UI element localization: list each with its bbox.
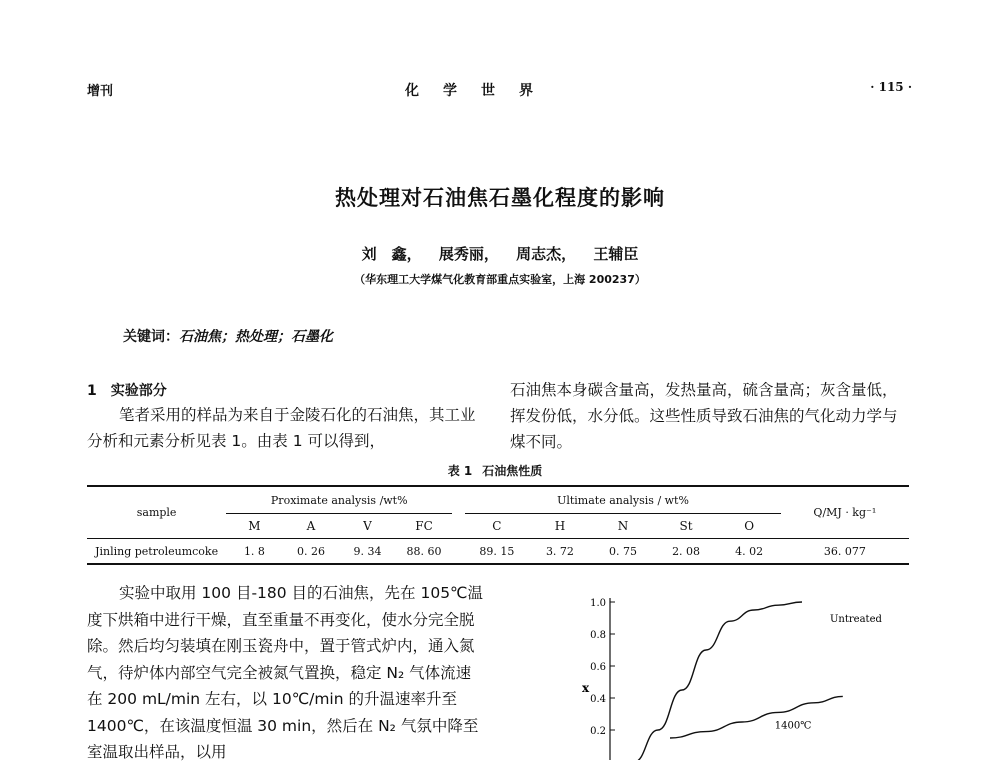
author: 刘 鑫， <box>361 245 422 263</box>
proximate-header: Proximate analysis /wt% <box>226 486 452 514</box>
y-axis-label: x <box>582 681 590 695</box>
table-caption-number: 表 1 <box>447 464 473 478</box>
col-header: V <box>363 519 372 533</box>
table-cell: 2. 08 <box>655 539 718 565</box>
col-header: FC <box>415 519 433 533</box>
table-row <box>87 539 909 565</box>
cell-sample: Jinling petroleumcoke <box>87 539 226 565</box>
y-tick-label: 1.0 <box>590 598 606 609</box>
paragraph-left: 笔者采用的样品为来自于金陵石化的石油焦，其工业分析和元素分析见表 1。由表 1 可以得到， <box>87 406 476 450</box>
table-caption <box>0 462 1000 479</box>
table-cell: 89. 15 <box>465 539 528 565</box>
author: 王辅臣 <box>593 245 639 263</box>
y-tick-label: 0.2 <box>590 726 606 737</box>
keywords-label: 关键词： <box>123 329 179 345</box>
keywords-value: 石油焦；热处理；石墨化 <box>179 329 333 345</box>
running-header-left: 增刊 <box>87 84 114 99</box>
author: 周志杰， <box>516 245 577 263</box>
col-header: H <box>554 519 566 533</box>
journal-name: 化学世界 <box>405 83 557 99</box>
author-list <box>0 243 1000 264</box>
article-title: 热处理对石油焦石墨化程度的影响 <box>335 186 665 210</box>
ultimate-header: Ultimate analysis / wt% <box>465 486 780 514</box>
y-tick-label: 0.8 <box>590 630 606 641</box>
author: 展秀丽， <box>438 245 499 263</box>
paragraph-lower: 实验中取用 100 目-180 目的石油焦，先在 105℃温度下烘箱中进行干燥，直至重量不再变化，使水分完全脱除。然后均匀装填在刚玉瓷舟中，置于管式炉内，通入氮气，待炉体内部空气完全被氮气置换，稳定 N₂ 气体流速在 200 mL/min 左右，以 10℃/min 的升温速率升至 1400℃，在该温度恒温 30 min，然后在 N₂ 气氛中降至室温取出样品，以用 <box>87 584 483 761</box>
affiliation: （华东理工大学煤气化教育部重点实验室，上海 200237） <box>354 273 646 286</box>
series-label: 1400℃ <box>774 720 812 732</box>
table-cell: 3. 72 <box>528 539 591 565</box>
section-heading: 1 实验部分 <box>87 383 167 399</box>
table-cell: 36. 077 <box>781 539 909 565</box>
series-line-0 <box>634 602 802 760</box>
y-tick-label: 0.4 <box>590 694 606 705</box>
col-header: C <box>492 519 502 533</box>
table-cell: 0. 26 <box>283 539 340 565</box>
y-tick-label: 0.6 <box>590 662 606 673</box>
conversion-chart <box>560 590 900 760</box>
col-header: A <box>306 519 316 533</box>
table-cell: 4. 02 <box>718 539 781 565</box>
paragraph-right: 石油焦本身碳含量高，发热量高，硫含量高；灰含量低，挥发份低，水分低。这些性质导致石油焦的气化动力学与煤不同。 <box>510 381 898 451</box>
series-line-1 <box>670 696 843 738</box>
col-header: M <box>248 519 261 533</box>
series-label: Untreated <box>830 614 882 625</box>
properties-table <box>87 485 909 565</box>
table-cell: 1. 8 <box>226 539 283 565</box>
keywords <box>123 326 333 346</box>
table-caption-text: 石油焦性质 <box>482 464 543 478</box>
col-header: O <box>744 519 755 533</box>
col-header: N <box>617 519 629 533</box>
page-number: · 115 · <box>870 80 912 94</box>
table-cell: 88. 60 <box>396 539 453 565</box>
sample-header: sample <box>136 506 177 519</box>
q-header: Q/MJ · kg⁻¹ <box>813 506 877 519</box>
table-cell: 9. 34 <box>339 539 396 565</box>
col-header: St <box>679 519 693 533</box>
table-cell: 0. 75 <box>591 539 654 565</box>
